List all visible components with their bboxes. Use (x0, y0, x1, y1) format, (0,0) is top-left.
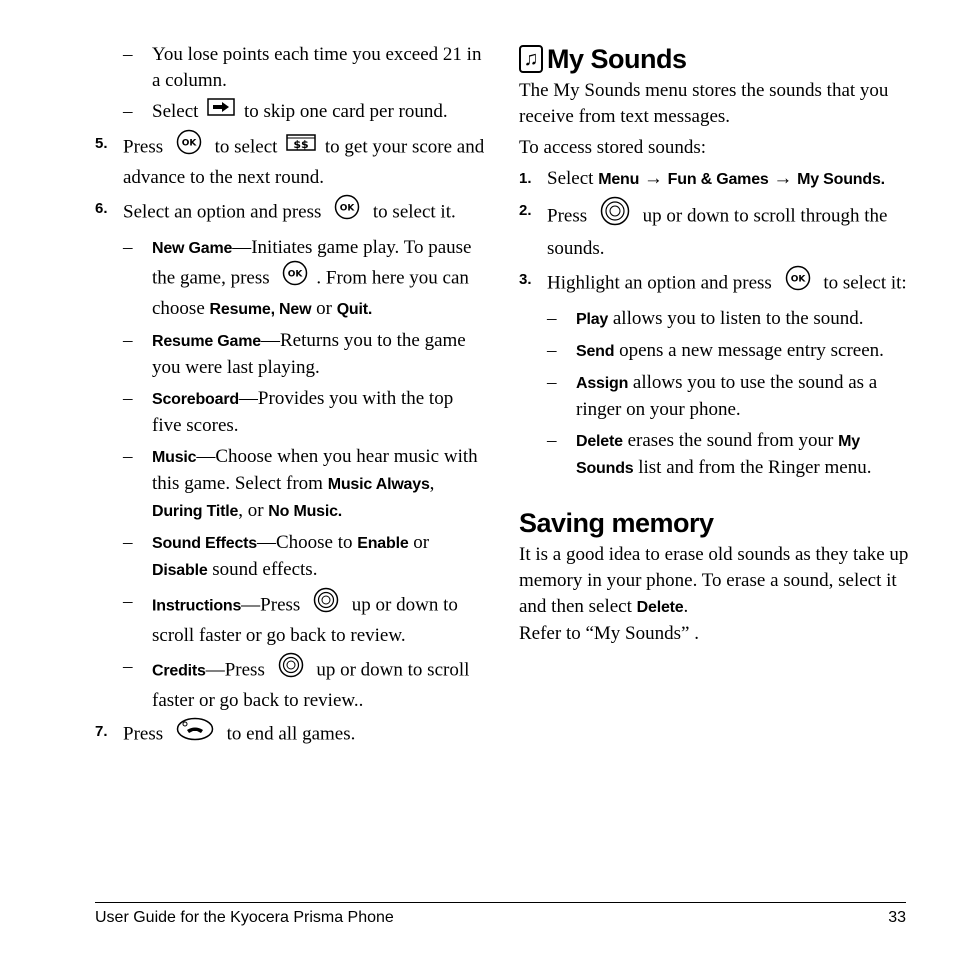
option-label: Assign (576, 375, 629, 392)
option-label: New Game (152, 239, 233, 257)
menu-path-item: Fun & Games (667, 171, 769, 188)
step-item (519, 267, 919, 301)
body-text: or (413, 531, 430, 553)
section-heading: Saving memory (519, 508, 714, 538)
step-number: 1. (519, 170, 532, 187)
bullet-dash: – (547, 340, 557, 361)
body-text: —Returns you to the game you were last playing. (152, 329, 466, 378)
body-text: . (683, 596, 689, 617)
body-text: Press (547, 205, 588, 227)
cross-reference: Refer to “My Sounds” . (519, 623, 699, 644)
nav-key-icon (600, 196, 630, 234)
option-label: Resume, New (209, 300, 312, 318)
music-note-icon: ♫ (519, 45, 543, 73)
body-text: —Press (205, 659, 265, 680)
menu-path-item: Menu (598, 171, 640, 188)
step-item (95, 196, 485, 230)
nav-key-icon (278, 652, 304, 686)
body-text: sound effects. (212, 558, 318, 580)
body-paragraph (519, 542, 919, 621)
intro-text: The My Sounds menu stores the sounds that you receive from text messages. (519, 80, 889, 127)
body-text: to end all games. (226, 723, 356, 744)
bullet-dash: – (123, 445, 133, 467)
body-text: or (316, 297, 332, 319)
body-text: . From here you can choose (152, 267, 469, 319)
step-number: 5. (95, 134, 108, 152)
bullet-dash: – (123, 101, 133, 122)
option-label: Send (576, 343, 615, 360)
body-text: Press (123, 136, 164, 157)
body-text: opens a new message entry screen. (619, 340, 884, 361)
body-text: list and from the Ringer menu. (638, 457, 872, 478)
page-title: My Sounds (547, 44, 687, 74)
bullet-dash: – (123, 329, 133, 351)
option-label: Music Always (327, 475, 430, 493)
list-item (95, 42, 485, 94)
page-number: 33 (888, 909, 906, 926)
body-text: to select it: (823, 272, 907, 294)
list-item (519, 338, 919, 365)
body-text: It is a good idea to erase old sounds as they take up memory in your phone. To erase a sound, select it and then select (519, 544, 909, 617)
body-text: up or down to scroll through the sounds. (547, 205, 888, 259)
body-text: to get your score and advance to the next round. (123, 136, 485, 188)
list-item (95, 654, 485, 714)
score-dollar-icon (286, 133, 316, 159)
list-item (95, 589, 485, 649)
body-text: to skip one card per round. (243, 101, 448, 122)
step-item (519, 166, 919, 193)
step-number: 2. (519, 202, 532, 219)
end-key-icon (176, 717, 214, 749)
body-text: erases the sound from your (627, 430, 834, 451)
body-text: —Provides you with the top five scores. (152, 387, 454, 436)
arrow-icon: → (643, 168, 663, 189)
bullet-dash: – (547, 372, 557, 393)
option-label: Instructions (152, 597, 242, 614)
section-heading (519, 42, 919, 76)
body-text: up or down to scroll faster or go back to review. (152, 594, 458, 646)
step-item (95, 131, 485, 191)
option-label: Resume Game (152, 332, 261, 350)
bullet-dash: – (547, 308, 557, 329)
ok-key-icon (282, 260, 308, 294)
ok-key-icon (334, 194, 360, 228)
list-item (519, 370, 919, 423)
option-label: Sound Effects (152, 534, 257, 552)
option-label: My Sounds (576, 433, 860, 477)
page-footer (95, 902, 906, 931)
svg-text:OK: OK (288, 269, 303, 280)
nav-key-icon (313, 587, 339, 621)
body-text: —Choose when you hear music with this game. Select from (152, 445, 478, 494)
option-label: Enable (357, 534, 409, 552)
list-item (95, 386, 485, 439)
body-text: Highlight an option and press (547, 272, 772, 294)
body-text: Select (152, 101, 199, 122)
body-text: , (429, 472, 435, 494)
left-column (95, 42, 485, 756)
list-item (95, 235, 485, 323)
list-item (95, 530, 485, 584)
body-text: —Press (241, 594, 301, 615)
right-column (519, 42, 919, 652)
option-label: Quit. (336, 300, 373, 318)
svg-text:OK: OK (181, 138, 197, 149)
body-text: Select an option and press (123, 201, 322, 222)
arrow-icon: → (773, 168, 793, 189)
step-number: 7. (95, 722, 108, 740)
svg-text:OK: OK (790, 274, 805, 285)
bullet-dash: – (123, 531, 133, 553)
body-text: Press (123, 723, 164, 744)
step-item (95, 719, 485, 751)
list-item (95, 328, 485, 381)
step-number: 3. (519, 271, 532, 288)
body-text: Select (547, 168, 594, 189)
body-text: to select it. (372, 201, 456, 222)
body-text: allows you to listen to the sound. (612, 308, 864, 329)
body-text: , or (238, 499, 264, 521)
list-item (95, 444, 485, 525)
body-text: —Choose to (256, 531, 353, 553)
option-label: Scoreboard (152, 390, 239, 408)
step-number: 6. (95, 199, 108, 217)
option-label: Music (152, 448, 197, 466)
menu-path-item: My Sounds. (797, 171, 885, 188)
list-item (519, 428, 919, 482)
svg-text:$$: $$ (293, 137, 309, 151)
list-item (95, 99, 485, 126)
option-label: Play (576, 311, 609, 328)
bullet-dash: – (123, 387, 133, 409)
body-text: allows you to use the sound as a ringer on your phone. (576, 372, 878, 420)
body-text: To access stored sounds: (519, 137, 707, 158)
option-label: Credits (152, 662, 206, 679)
body-text: to select (214, 136, 278, 157)
bullet-dash: – (547, 430, 557, 451)
step-item (519, 198, 919, 262)
body-text: —Initiates game play. To pause the game, press (152, 236, 472, 288)
footer-title: User Guide for the Kyocera Prisma Phone (95, 909, 394, 926)
bullet-dash: – (123, 236, 133, 258)
option-label: Delete (576, 433, 623, 450)
ok-key-icon (785, 265, 811, 299)
svg-text:OK: OK (339, 203, 355, 214)
option-label: During Title (152, 502, 239, 520)
ok-key-icon (176, 129, 202, 163)
bullet-dash: – (123, 655, 133, 677)
list-item (519, 306, 919, 333)
skip-arrow-icon (207, 98, 235, 124)
option-label: Delete (636, 599, 684, 616)
option-label: No Music. (268, 502, 343, 520)
bullet-dash: – (123, 44, 133, 65)
body-text: up or down to scroll faster or go back to review.. (152, 659, 470, 711)
option-label: Disable (152, 561, 208, 579)
body-text: You lose points each time you exceed 21 in a column. (152, 44, 482, 91)
bullet-dash: – (123, 590, 133, 612)
